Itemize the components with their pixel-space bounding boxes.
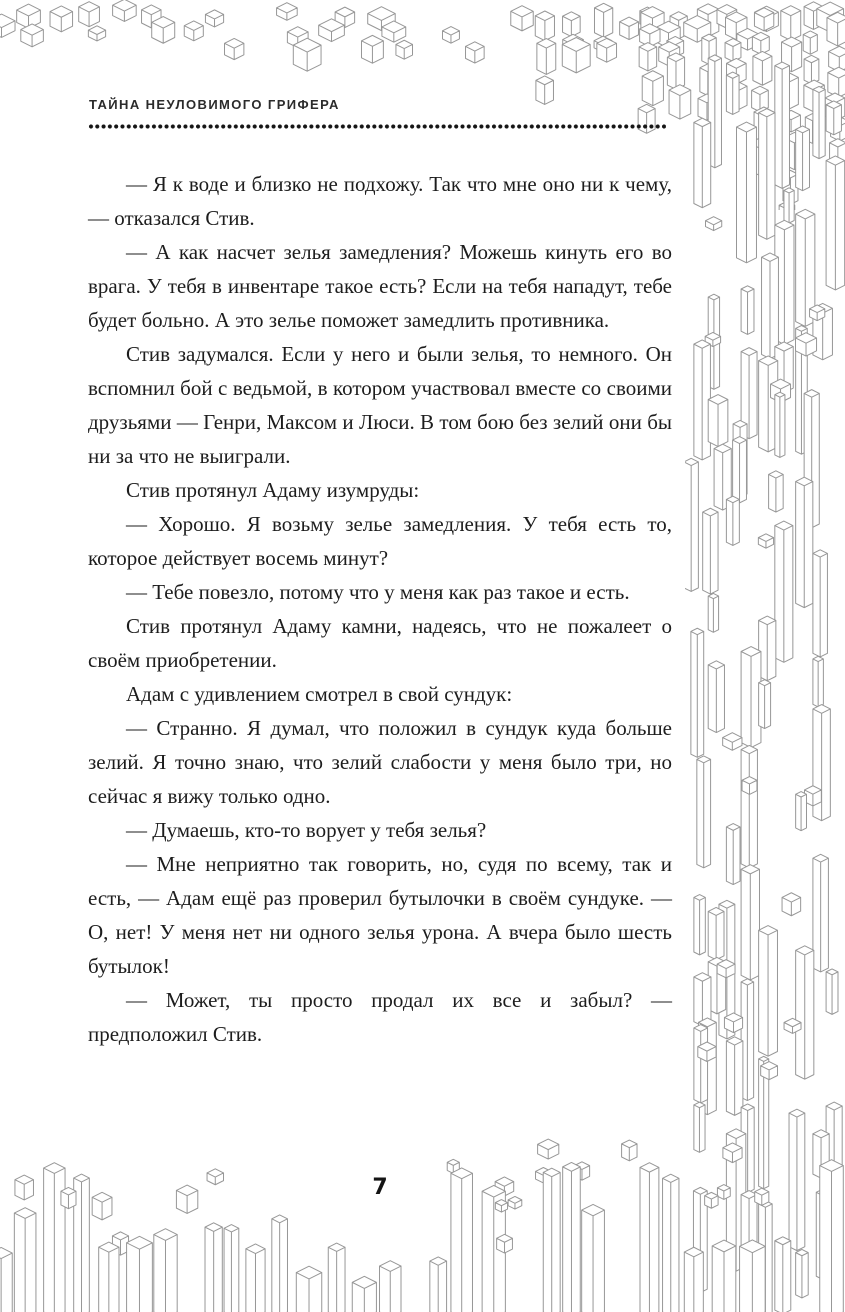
paragraph: Стив протянул Адаму изумруды:	[126, 478, 420, 502]
page-number: 7	[372, 1175, 388, 1200]
paragraph: — Хорошо. Я возьму зелье замедления. У тебя есть то, которое действует восемь минут?	[88, 512, 672, 570]
paragraph: Стив протянул Адаму камни, надеясь, что не пожалеет о своём приобретении.	[88, 614, 672, 672]
page-content	[88, 0, 672, 1312]
paragraph: — Я к воде и близко не подхожу. Так что мне оно ни к чему, — отказался Стив.	[88, 172, 672, 230]
paragraph: — Мне неприятно так говорить, но, судя по всему, так и есть, — Адам ещё раз проверил бутылочки в своём сундуке. — О, нет! У меня нет ни одного зелья урона. А вчера было шесть бутылок!	[88, 852, 672, 978]
paragraph: — Странно. Я думал, что положил в сундук куда больше зелий. Я точно знаю, что зелий слабости у меня было три, но сейчас я вижу только одно.	[88, 716, 672, 808]
paragraph: — Думаешь, кто-то ворует у тебя зелья?	[126, 818, 487, 842]
paragraph: — Тебе повезло, потому что у меня как раз такое и есть.	[126, 580, 630, 604]
paragraph: — Может, ты просто продал их все и забыл? — предположил Стив.	[88, 988, 672, 1046]
paragraph: Стив задумался. Если у него и были зелья, то немного. Он вспомнил бой с ведьмой, в котором участвовал вместе со своими друзьями — Генри, Максом и Люси. В том бою без зелий они бы ни за что не выиграли.	[88, 342, 672, 468]
paragraph: — А как насчет зелья замедления? Можешь кинуть его во врага. У тебя в инвентаре такое есть? Если на тебя нападут, тебе будет больно. А это зелье поможет замедлить противника.	[88, 240, 672, 332]
dotted-divider	[88, 123, 666, 130]
paragraph: Адам с удивлением смотрел в свой сундук:	[126, 682, 513, 706]
running-header: ТАЙНА НЕУЛОВИМОГО ГРИФЕРА	[89, 97, 340, 112]
body-text	[88, 167, 672, 1051]
